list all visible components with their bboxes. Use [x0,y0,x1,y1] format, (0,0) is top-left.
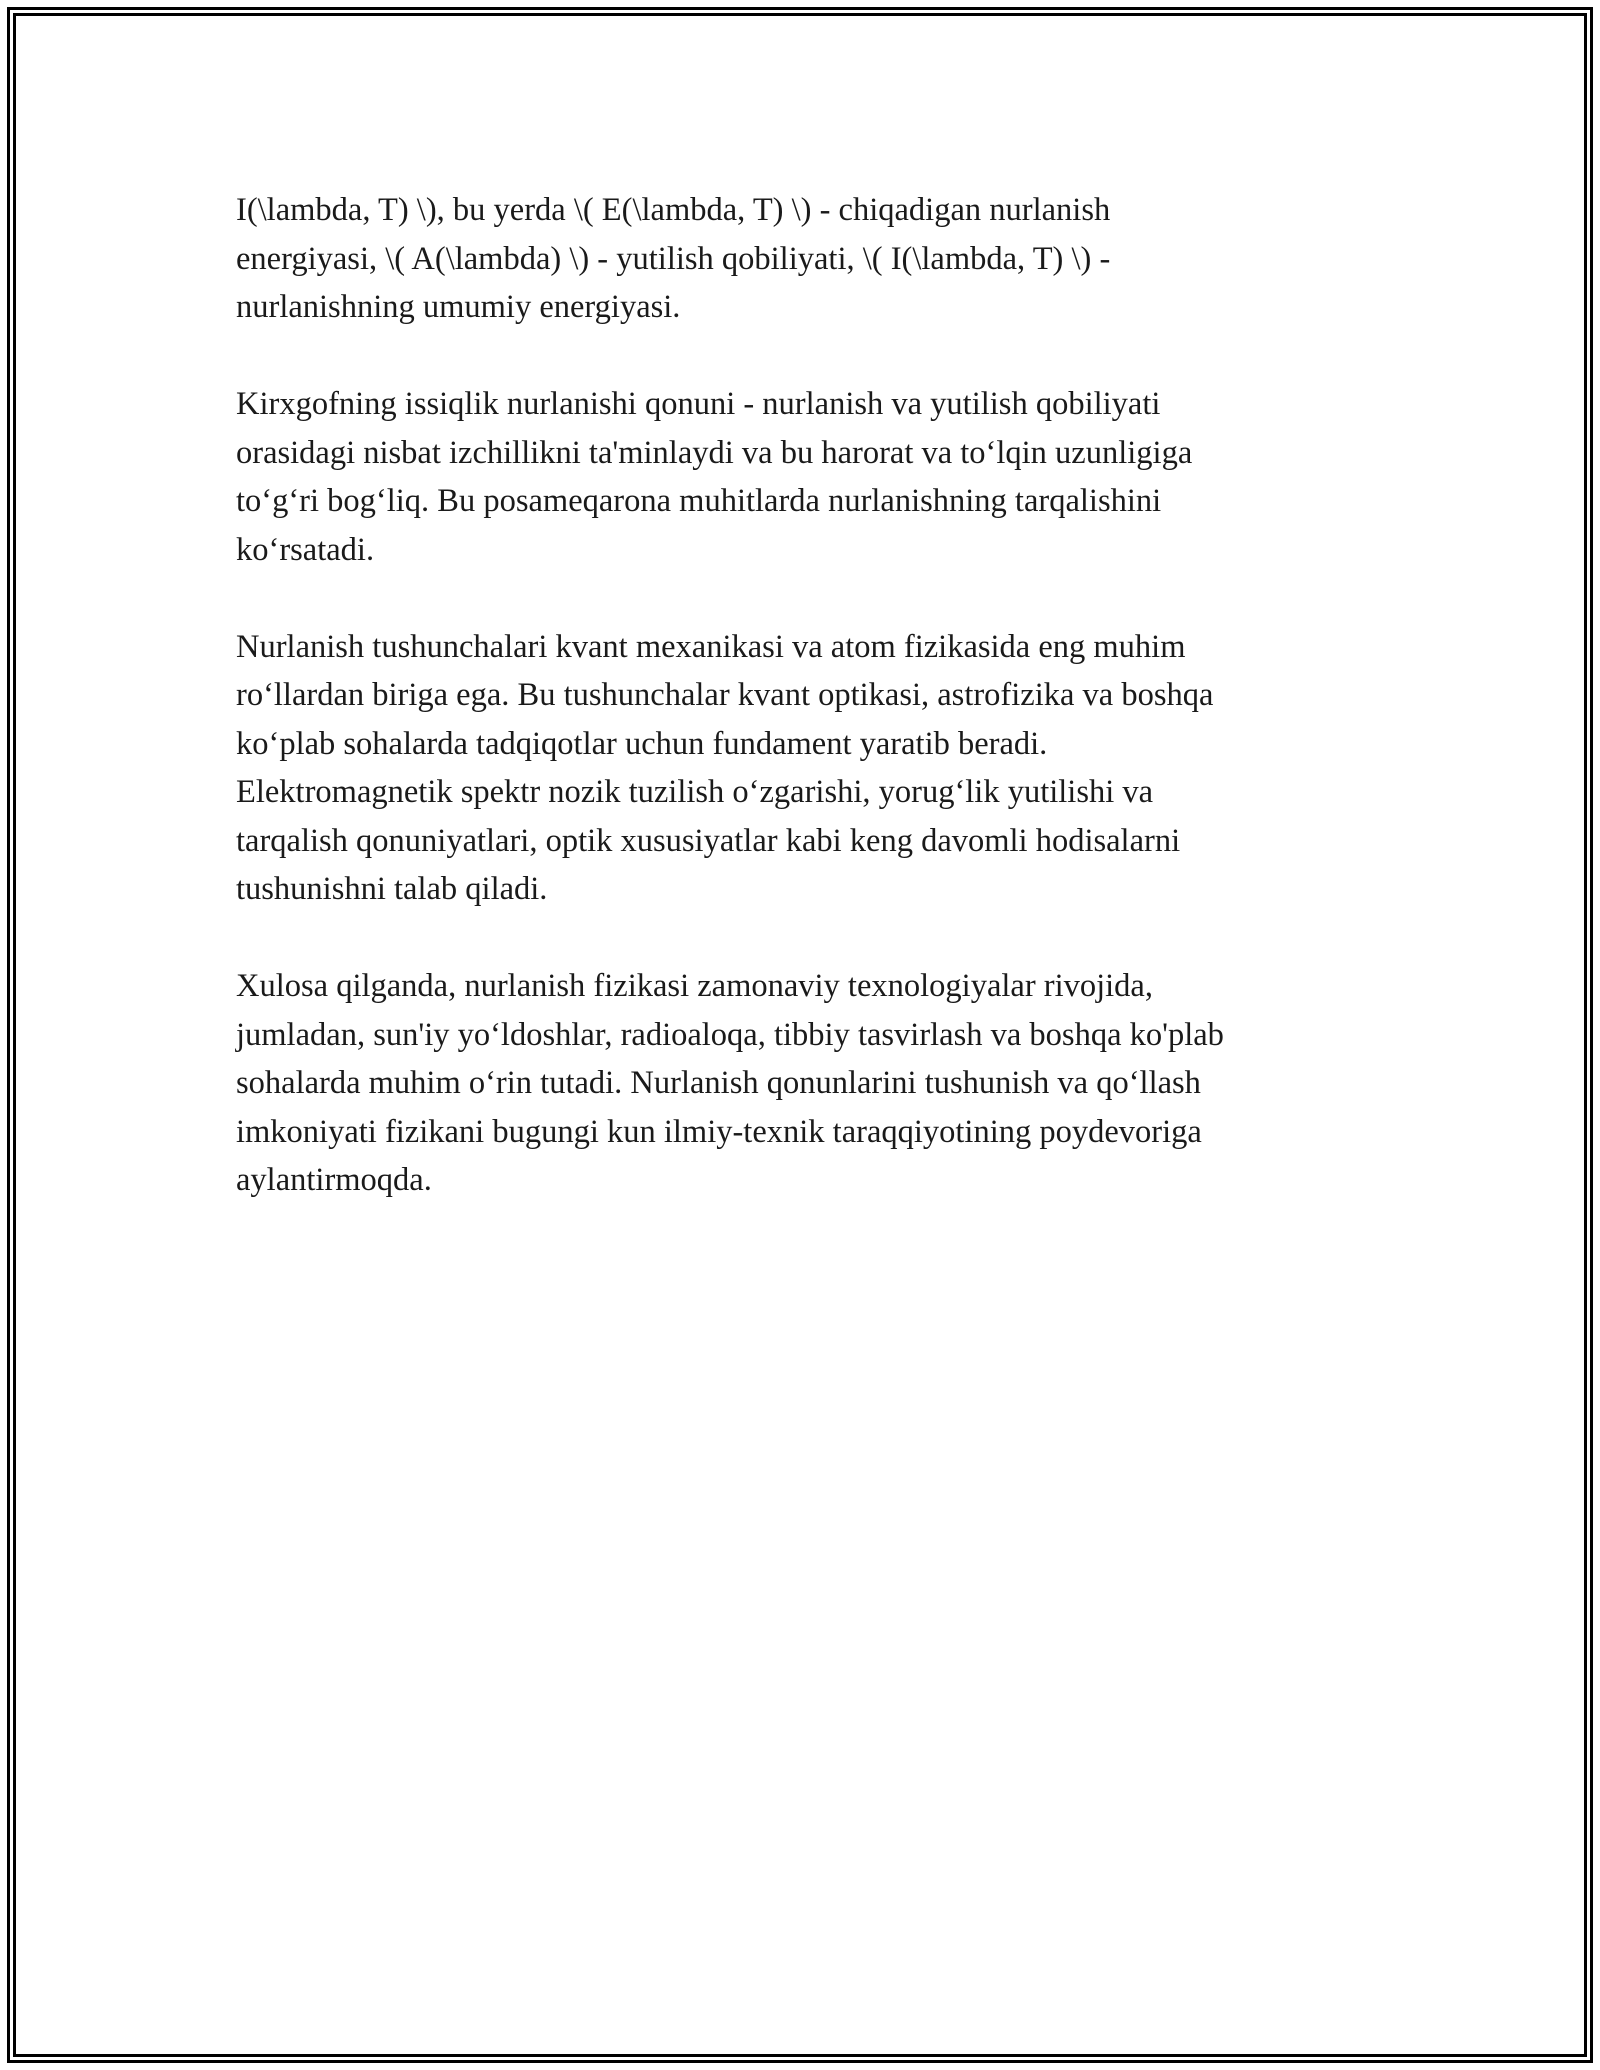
paragraph-formula-explanation [236,186,1386,332]
text-line: orasidagi nisbat izchillikni ta'minlaydi va bu harorat va to‘lqin uzunligiga [236,434,1193,471]
text-line: ro‘llardan biriga ega. Bu tushunchalar kvant optikasi, astrofizika va boshqa [236,677,1214,713]
text-line: ko‘rsatadi. [236,531,375,568]
text-line: I(\lambda, T) \), bu yerda \( E(\lambda, T) \) - chiqadigan nurlanish [236,192,1111,228]
paragraph-kirchhoff-law [236,380,1386,574]
text-line: tarqalish qonuniyatlari, optik xususiyatlar kabi keng davomli hodisalarni [236,822,1181,859]
text-line: Xulosa qilganda, nurlanish fizikasi zamonaviy texnologiyalar rivojida, [236,968,1153,1004]
text-line: Elektromagnetik spektr nozik tuzilish o‘zgarishi, yorug‘lik yutilishi va [236,774,1154,810]
text-line: imkoniyati fizikani bugungi kun ilmiy-texnik taraqqiyotining poydevoriga [236,1113,1202,1150]
text-line: energiyasi, \( A(\lambda) \) - yutilish qobiliyati, \( I(\lambda, T) \) - [236,240,1111,277]
text-line: Nurlanish tushunchalari kvant mexanikasi va atom fizikasida eng muhim [236,628,1186,665]
paragraph-conclusion [236,962,1386,1205]
paragraph-radiation-concepts [236,623,1386,914]
text-line: aylantirmoqda. [236,1162,432,1198]
text-line: to‘g‘ri bog‘liq. Bu posameqarona muhitlarda nurlanishning tarqalishini [236,483,1162,519]
text-line: ko‘plab sohalarda tadqiqotlar uchun fundament yaratib beradi. [236,725,1048,762]
text-line: sohalarda muhim o‘rin tutadi. Nurlanish qonunlarini tushunish va qo‘llash [236,1065,1201,1101]
text-line: jumladan, sun'iy yo‘ldoshlar, radioaloqa, tibbiy tasvirlash va boshqa ko'plab [236,1016,1224,1053]
text-line: tushunishni talab qiladi. [236,871,548,907]
document-body [236,186,1386,1253]
text-line: Kirxgofning issiqlik nurlanishi qonuni - nurlanish va yutilish qobiliyati [236,386,1161,422]
text-line: nurlanishning umumiy energiyasi. [236,289,681,325]
